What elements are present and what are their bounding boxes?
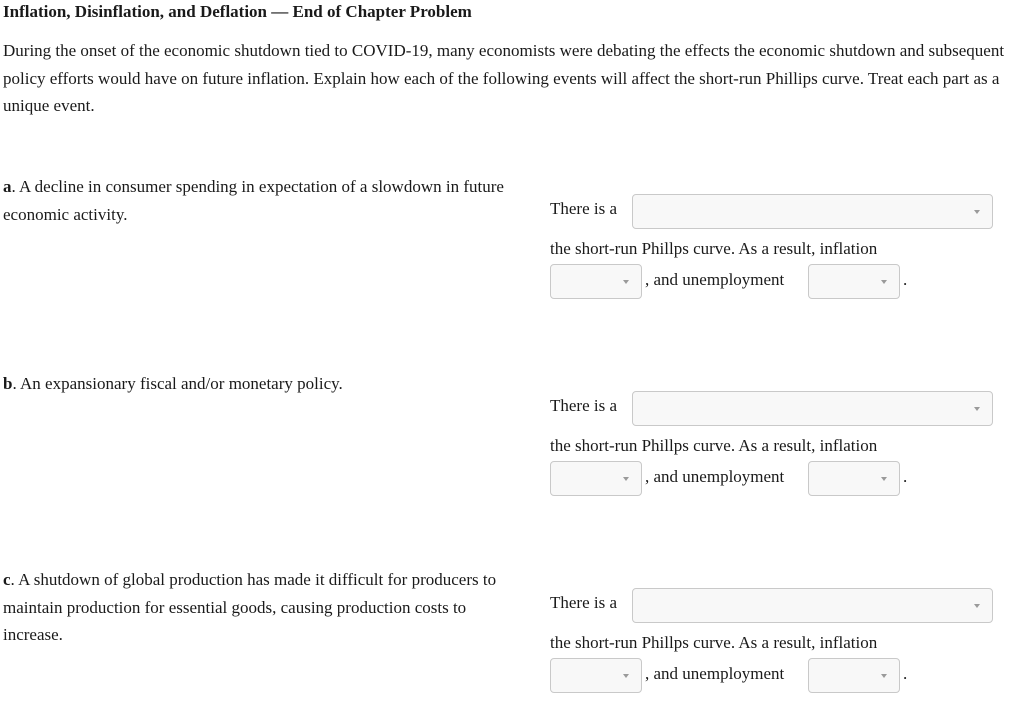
period: . xyxy=(903,270,908,289)
inflation-dropdown-b[interactable] xyxy=(550,461,642,496)
answer-block-a xyxy=(550,194,1010,289)
chevron-down-icon xyxy=(974,604,980,608)
phillips-sentence: the short-run Phillps curve. As a result, inflation xyxy=(550,436,878,455)
there-is-a-label: There is a xyxy=(550,199,618,218)
question-a xyxy=(3,173,513,228)
shift-dropdown-b[interactable] xyxy=(632,391,993,426)
period: . xyxy=(903,467,908,486)
shift-dropdown-a[interactable] xyxy=(632,194,993,229)
chevron-down-icon xyxy=(623,477,629,481)
phillips-sentence: the short-run Phillps curve. As a result, inflation xyxy=(550,239,878,258)
phillips-sentence: the short-run Phillps curve. As a result, inflation xyxy=(550,633,878,652)
answer-block-b xyxy=(550,391,1010,486)
problem-intro: During the onset of the economic shutdown tied to COVID-19, many economists were debating the effects the economic shutdown and subsequent policy efforts would have on future inflation. Explain how each of the following events will affect the short-run Phillips curve. Treat each part as a unique event. xyxy=(3,41,1005,115)
chevron-down-icon xyxy=(623,674,629,678)
question-letter: a xyxy=(3,177,12,196)
question-letter: b xyxy=(3,374,13,393)
there-is-a-label: There is a xyxy=(550,593,618,612)
chevron-down-icon xyxy=(974,407,980,411)
chevron-down-icon xyxy=(881,674,887,678)
inflation-dropdown-c[interactable] xyxy=(550,658,642,693)
and-unemployment-label: , and unemployment xyxy=(645,270,785,289)
question-c xyxy=(3,566,513,649)
there-is-a-label: There is a xyxy=(550,396,618,415)
unemployment-dropdown-a[interactable] xyxy=(808,264,900,299)
chevron-down-icon xyxy=(623,280,629,284)
chevron-down-icon xyxy=(881,280,887,284)
and-unemployment-label: , and unemployment xyxy=(645,664,785,683)
unemployment-dropdown-c[interactable] xyxy=(808,658,900,693)
answer-block-c xyxy=(550,588,1010,683)
and-unemployment-label: , and unemployment xyxy=(645,467,785,486)
period: . xyxy=(903,664,908,683)
page-title: Inflation, Disinflation, and Deflation — End of Chapter Problem xyxy=(3,2,472,21)
chevron-down-icon xyxy=(881,477,887,481)
question-text: . A shutdown of global production has made it difficult for producers to maintain production for essential goods, causing production costs to increase. xyxy=(3,570,497,644)
question-text: . An expansionary fiscal and/or monetary policy. xyxy=(12,374,343,393)
question-text: . A decline in consumer spending in expectation of a slowdown in future economic activity. xyxy=(3,177,504,224)
question-b xyxy=(3,370,513,398)
shift-dropdown-c[interactable] xyxy=(632,588,993,623)
inflation-dropdown-a[interactable] xyxy=(550,264,642,299)
question-letter: c xyxy=(3,570,11,589)
chevron-down-icon xyxy=(974,210,980,214)
unemployment-dropdown-b[interactable] xyxy=(808,461,900,496)
